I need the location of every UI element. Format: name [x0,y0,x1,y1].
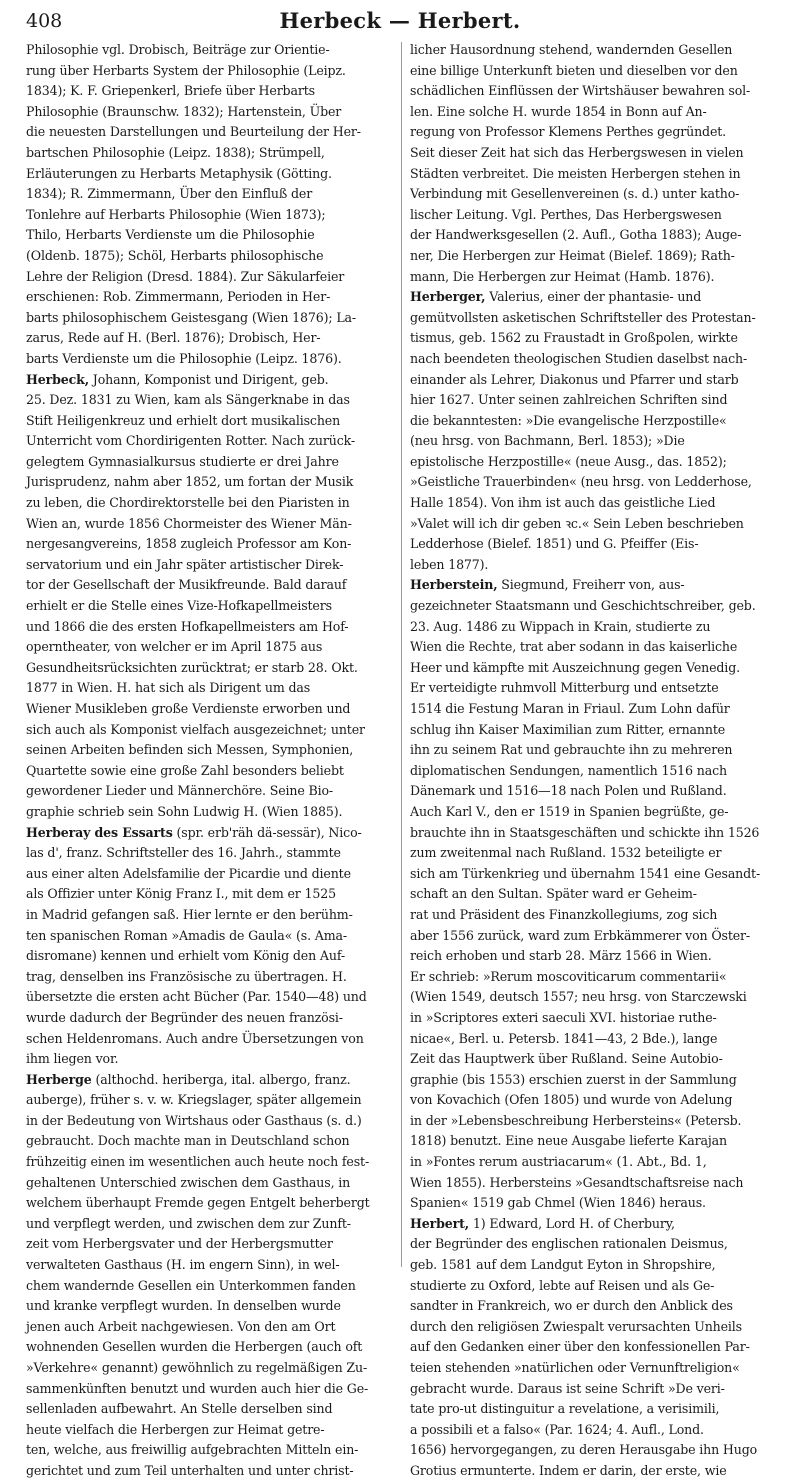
line-text: Halle 1854). Von ihm ist auch das geistliche Lied [410,495,716,511]
text-line [26,184,392,205]
line-text: rung über Herbarts System der Philosophie (Leipz. [26,62,346,78]
line-text: 1834); K. F. Griepenkerl, Briefe über Herbarts [26,83,315,99]
text-line [410,1296,776,1317]
line-text: mann, Die Herbergen zur Heimat (Hamb. 1876). [410,268,715,284]
text-line [26,987,392,1008]
text-line [410,1317,776,1338]
line-text: Thilo, Herbarts Verdienste um die Philosophie [26,227,315,243]
text-line [26,1399,392,1420]
line-text: aus einer alten Adelsfamilie der Picardie und diente [26,865,351,881]
text-line [410,1440,776,1461]
line-text: gelegtem Gymnasialkursus studierte er drei Jahre [26,453,339,469]
text-line [26,802,392,823]
line-text: wurde dadurch der Begründer des neuen französi- [26,1009,343,1025]
line-text: barts philosophischem Geistesgang (Wien 1876); La- [26,309,356,325]
text-line [26,1008,392,1029]
text-line [26,1234,392,1255]
line-text: nicae«, Berl. u. Petersb. 1841—43, 2 Bde.), lange [410,1030,718,1046]
line-text: gerichtet und zum Teil unterhalten und unter christ- [26,1462,354,1478]
text-line [26,1317,392,1338]
line-text: welchem überhaupt Fremde gegen Entgelt beherbergt [26,1195,370,1211]
text-line [410,349,776,370]
line-text: hier 1627. Unter seinen zahlreichen Schriften sind [410,392,728,408]
text-line [410,1399,776,1420]
line-text: Siegmund, Freiherr von, aus- [497,577,685,593]
text-line [410,267,776,288]
text-line [410,122,776,143]
text-line [410,699,776,720]
line-text: trag, denselben ins Französische zu übertragen. H. [26,968,347,984]
text-line [410,1111,776,1132]
line-text: nergesangvereins, 1858 zugleich Professor am Kon- [26,536,352,552]
line-text: epistolische Herzpostille« (neue Ausg., das. 1852); [410,453,727,469]
text-line [410,658,776,679]
text-line [410,102,776,123]
line-text: (Wien 1549, deutsch 1557; neu hrsg. von Starczewski [410,989,747,1005]
text-line [26,1152,392,1173]
left-column [26,40,392,1478]
text-line [410,1070,776,1091]
text-line [410,1379,776,1400]
line-text: nach beendeten theologischen Studien daselbst nach- [410,350,748,366]
line-text: und verpflegt werden, und zwischen dem zur Zunft- [26,1215,351,1231]
page-number: 408 [26,10,63,32]
line-text: sandter in Frankreich, wo er durch den Anblick des [410,1298,733,1314]
text-line [26,843,392,864]
line-text: geb. 1581 auf dem Landgut Eyton in Shropshire, [410,1257,716,1273]
text-line [26,411,392,432]
line-text: frühzeitig einen im wesentlichen auch heute noch fest- [26,1154,370,1170]
text-line [410,781,776,802]
text-line [410,40,776,61]
text-line [26,308,392,329]
line-text: Valerius, einer der phantasie- und [485,289,702,305]
column-divider [401,42,402,1267]
text-line [26,967,392,988]
text-line [410,184,776,205]
text-line [26,720,392,741]
line-text: Auch Karl V., den er 1519 in Spanien begrüßte, ge- [410,803,729,819]
line-text: chem wandernde Gesellen ein Unterkommen fanden [26,1277,356,1293]
text-line [26,1337,392,1358]
text-line [410,370,776,391]
text-line [26,761,392,782]
line-text: Städten verbreitet. Die meisten Herbergen stehen in [410,165,741,181]
line-text: gewordener Lieder und Männerchöre. Seine Bio- [26,783,334,799]
entry-first-line [410,1214,776,1235]
text-line [26,514,392,535]
line-text: erhielt er die Stelle eines Vize-Hofkapellmeisters [26,598,332,614]
text-line [26,81,392,102]
line-text: (althochd. heriberga, ital. albergo, franz. [91,1071,351,1087]
text-line [26,1090,392,1111]
text-line [410,678,776,699]
text-line [26,61,392,82]
text-line [26,740,392,761]
text-line [410,493,776,514]
line-text: und kranke verpflegt wurden. In denselben wurde [26,1298,341,1314]
text-line [26,678,392,699]
text-line [26,246,392,267]
text-line [410,637,776,658]
line-text: verwalteten Gasthaus (H. im engern Sinn), in wel- [26,1257,340,1273]
text-line [26,122,392,143]
text-line [410,1337,776,1358]
text-line [410,205,776,226]
line-text: Verbindung mit Gesellenvereinen (s. d.) unter katho- [410,186,740,202]
line-text: schädlichen Einflüssen der Wirtshäuser bewahren sol- [410,83,751,99]
line-text: tate pro-ut distinguitur a revelatione, a verisimili, [410,1401,720,1417]
text-line [410,225,776,246]
line-text: Wien die Rechte, trat aber sodann in das kaiserliche [410,639,738,655]
line-text: tor der Gesellschaft der Musikfreunde. Bald darauf [26,577,347,593]
text-line [410,308,776,329]
text-line [410,411,776,432]
text-line [410,864,776,885]
line-text: Tonlehre auf Herbarts Philosophie (Wien 1873); [26,206,326,222]
line-text: Zeit das Hauptwerk über Rußland. Seine Autobio- [410,1051,723,1067]
line-text: »Valet will ich dir geben ꝛc.« Sein Leben beschrieben [410,515,744,531]
entry-headword: Herberge [26,1071,92,1087]
text-line [26,472,392,493]
line-text: Unterricht vom Chordirigenten Rotter. Nach zurück- [26,433,355,449]
line-text: auf den Gedanken einer über den konfessionellen Par- [410,1339,750,1355]
line-text: »Geistliche Trauerbinden« (neu hrsg. von Ledderhose, [410,474,752,490]
text-line [26,1111,392,1132]
line-text: bartschen Philosophie (Leipz. 1838); Strümpell, [26,144,325,160]
text-line [410,1461,776,1482]
entry-first-line [410,575,776,596]
line-text: zeit vom Herbergsvater und der Herbergsmutter [26,1236,333,1252]
text-line [410,1358,776,1379]
text-line [26,637,392,658]
text-line [410,1193,776,1214]
text-line [26,205,392,226]
line-text: schlug ihn Kaiser Maximilian zum Ritter, ernannte [410,721,726,737]
line-text: lischer Leitung. Vgl. Perthes, Das Herbergswesen [410,206,722,222]
text-line [410,740,776,761]
line-text: rat und Präsident des Finanzkollegiums, zog sich [410,906,718,922]
line-text: übersetzte die ersten acht Bücher (Par. 1540—48) und [26,989,367,1005]
line-text: len. Eine solche H. wurde 1854 in Bonn auf An- [410,103,707,119]
text-line [410,1173,776,1194]
entry-headword: Herberstein, [410,577,498,593]
text-line [26,287,392,308]
text-line [26,1029,392,1050]
line-text: in der »Lebensbeschreibung Herbersteins« (Petersb. [410,1112,742,1128]
text-line [410,802,776,823]
line-text: die bekanntesten: »Die evangelische Herzpostille« [410,412,727,428]
line-text: Wiener Musikleben große Verdienste erworben und [26,701,351,716]
line-text: heute vielfach die Herbergen zur Heimat getre- [26,1421,325,1437]
line-text: 1877 in Wien. H. hat sich als Dirigent um das [26,680,311,696]
line-text: und 1866 die des ersten Hofkapellmeisters am Hof- [26,618,349,634]
running-head: Herbeck — Herbert. [279,8,521,33]
text-line [26,1420,392,1441]
entry-headword: Herbert, [410,1215,470,1231]
line-text: durch den religiösen Zwiespalt verursachten Unheils [410,1318,742,1334]
text-line [26,328,392,349]
text-line [410,514,776,535]
line-text: operntheater, von welcher er im April 1875 aus [26,639,323,655]
text-line [410,164,776,185]
line-text: las d', franz. Schriftsteller des 16. Jahrh., stammte [26,845,341,861]
line-text: gebracht wurde. Daraus ist seine Schrift »De veri- [410,1380,725,1396]
text-line [26,905,392,926]
text-line [410,1131,776,1152]
line-text: aber 1556 zurück, ward zum Erbkämmerer von Öster- [410,927,751,943]
line-text: als Offizier unter König Franz I., mit dem er 1525 [26,886,336,902]
right-column [410,40,776,1478]
text-line [410,1008,776,1029]
line-text: (spr. erb'räh dä-sessär), Nico- [172,824,362,840]
text-line [410,1090,776,1111]
line-text: Spanien« 1519 gab Chmel (Wien 1846) heraus. [410,1195,706,1211]
line-text: ten spanischen Roman »Amadis de Gaula« (s. Ama- [26,927,348,943]
text-line [410,617,776,638]
text-line [410,452,776,473]
text-line [26,431,392,452]
line-text: sammenkünften benutzt und wurden auch hier die Ge- [26,1380,369,1396]
line-text: gemütvollsten asketischen Schriftsteller des Protestan- [410,309,756,325]
line-text: in »Scriptores exteri saeculi XVI. historiae ruthe- [410,1009,717,1025]
text-line [410,946,776,967]
text-line [410,761,776,782]
text-line [26,225,392,246]
text-line [26,575,392,596]
line-text: 1656) hervorgegangen, zu deren Herausgabe ihn Hugo [410,1442,758,1458]
line-text: der Handwerksgesellen (2. Aufl., Gotha 1883); Auge- [410,227,742,243]
line-text: Stift Heiligenkreuz und erhielt dort musikalischen [26,412,341,428]
page-header [26,8,774,36]
text-line [26,1193,392,1214]
text-line [26,884,392,905]
line-text: Johann, Komponist und Dirigent, geb. [88,371,329,387]
text-line [410,884,776,905]
line-text: gezeichneter Staatsmann und Geschichtschreiber, geb. [410,598,756,614]
entry-headword: Herbeck, [26,371,89,387]
line-text: Lehre der Religion (Dresd. 1884). Zur Säkularfeier [26,268,345,284]
text-line [410,1420,776,1441]
text-line [410,987,776,1008]
line-text: leben 1877). [410,556,489,572]
text-line [410,81,776,102]
line-text: auberge), früher s. v. w. Kriegslager, später allgemein [26,1092,362,1108]
text-line [410,823,776,844]
line-text: einander als Lehrer, Diakonus und Pfarrer und starb [410,371,739,387]
text-line [26,1214,392,1235]
entry-headword: Herberger, [410,289,486,305]
text-line [410,328,776,349]
text-line [410,431,776,452]
line-text: sellenladen aufbewahrt. An Stelle derselben sind [26,1401,333,1417]
text-line [410,596,776,617]
line-text: servatorium und ein Jahr später artistischer Direk- [26,556,344,572]
text-line [26,534,392,555]
text-line [26,1379,392,1400]
text-line [26,349,392,370]
text-line [26,699,392,720]
entry-first-line [410,287,776,308]
text-line [26,1276,392,1297]
line-text: ihm liegen vor. [26,1051,119,1067]
line-text: schaft an den Sultan. Später ward er Geheim- [410,886,697,902]
text-line [26,596,392,617]
text-line [26,452,392,473]
line-text: Philosophie vgl. Drobisch, Beiträge zur Orientie- [26,42,330,57]
line-text: eine billige Unterkunft bieten und dieselben vor den [410,62,738,78]
line-text: zum zweitenmal nach Rußland. 1532 beteiligte er [410,845,722,861]
text-line [410,555,776,576]
text-line [26,1255,392,1276]
line-text: ner, Die Herbergen zur Heimat (Bielef. 1869); Rath- [410,247,735,263]
line-text: zarus, Rede auf H. (Berl. 1876); Drobisch, Her- [26,330,321,346]
line-text: die neuesten Darstellungen und Beurteilung der Her- [26,124,361,140]
line-text: (neu hrsg. von Bachmann, Berl. 1853); »Die [410,433,685,449]
text-line [410,61,776,82]
entry-first-line [26,1070,392,1091]
text-line [410,843,776,864]
text-line [410,967,776,988]
text-line [26,1296,392,1317]
line-text: Wien an, wurde 1856 Chormeister des Wiener Män- [26,515,352,531]
line-text: Er schrieb: »Rerum moscoviticarum commentarii« [410,968,727,984]
text-line [26,658,392,679]
text-line [26,143,392,164]
line-text: graphie (bis 1553) erschien zuerst in der Sammlung [410,1071,737,1087]
text-line [26,1358,392,1379]
line-text: 1818) benutzt. Eine neue Ausgabe lieferte Karajan [410,1133,727,1149]
line-text: wohnenden Gesellen wurden die Herbergen (auch oft [26,1339,363,1355]
line-text: a possibili et a falso« (Par. 1624; 4. Aufl., Lond. [410,1421,704,1437]
text-line [410,472,776,493]
text-line [26,1049,392,1070]
line-text: Grotius ermunterte. Indem er darin, der erste, wie [410,1462,727,1478]
text-line [26,1461,392,1482]
text-line [26,946,392,967]
line-text: der Begründer des englischen rationalen Deismus, [410,1236,728,1252]
line-text: regung von Professor Klemens Perthes gegründet. [410,124,727,140]
line-text: seinen Arbeiten befinden sich Messen, Symphonien, [26,742,354,758]
text-line [26,493,392,514]
line-text: erschienen: Rob. Zimmermann, Perioden in Her- [26,289,331,305]
line-text: jenen auch Arbeit nachgewiesen. Von den am Ort [26,1318,336,1334]
line-text: Dänemark und 1516—18 nach Polen und Rußland. [410,783,727,799]
text-line [26,164,392,185]
line-text: barts Verdienste um die Philosophie (Leipz. 1876). [26,350,342,366]
line-text: studierte zu Oxford, lebte auf Reisen und als Ge- [410,1277,715,1293]
line-text: in der Bedeutung von Wirtshaus oder Gasthaus (s. d.) [26,1112,362,1128]
line-text: Jurisprudenz, nahm aber 1852, um fortan der Musik [26,474,354,490]
text-line [410,1152,776,1173]
line-text: Er verteidigte ruhmvoll Mitterburg und entsetzte [410,680,719,696]
line-text: sich auch als Komponist vielfach ausgezeichnet; unter [26,721,365,737]
line-text: ihn zu seinem Rat und gebrauchte ihn zu mehreren [410,742,733,758]
line-text: Quartette sowie eine große Zahl besonders beliebt [26,762,344,778]
text-line [410,1234,776,1255]
line-text: 1834); R. Zimmermann, Über den Einfluß der [26,186,313,202]
entry-first-line [26,823,392,844]
line-text: Philosophie (Braunschw. 1832); Hartenstein, Über [26,103,342,119]
line-text: gehaltenen Unterschied zwischen dem Gasthaus, in [26,1174,351,1190]
text-line [26,1173,392,1194]
text-line [410,720,776,741]
line-text: 1514 die Festung Maran in Friaul. Zum Lohn dafür [410,701,730,716]
text-line [410,905,776,926]
text-line [410,1255,776,1276]
line-text: brauchte ihn in Staatsgeschäften und schickte ihn 1526 [410,824,760,840]
line-text: schen Heldenromans. Auch andre Übersetzungen von [26,1030,364,1046]
text-line [26,267,392,288]
line-text: 1) Edward, Lord H. of Cherbury, [469,1215,675,1231]
entry-first-line [26,370,392,391]
line-text: Seit dieser Zeit hat sich das Herbergswesen in vielen [410,144,744,160]
line-text: ten, welche, aus freiwillig aufgebrachten Mitteln ein- [26,1442,359,1458]
line-text: Heer und kämpfte mit Auszeichnung gegen Venedig. [410,659,740,675]
text-line [410,246,776,267]
line-text: disromane) kennen und erhielt vom König den Auf- [26,948,346,964]
text-line [410,390,776,411]
text-line [26,102,392,123]
text-line [26,926,392,947]
line-text: 25. Dez. 1831 zu Wien, kam als Sängerknabe in das [26,392,350,408]
text-line [26,1131,392,1152]
line-text: in Madrid gefangen saß. Hier lernte er den berühm- [26,906,353,922]
line-text: licher Hausordnung stehend, wandernden Gesellen [410,42,733,57]
line-text: Gesundheitsrücksichten zurücktrat; er starb 28. Okt. [26,659,358,675]
text-line [410,1049,776,1070]
line-text: diplomatischen Sendungen, namentlich 1516 nach [410,762,727,778]
text-line [410,1276,776,1297]
line-text: in »Fontes rerum austriacarum« (1. Abt., Bd. 1, [410,1154,707,1170]
line-text: Wien 1855). Herbersteins »Gesandtschaftsreise nach [410,1174,744,1190]
text-line [26,1440,392,1461]
line-text: sich am Türkenkrieg und übernahm 1541 eine Gesandt- [410,865,761,881]
text-line [410,143,776,164]
text-line [26,781,392,802]
line-text: graphie schrieb sein Sohn Ludwig H. (Wien 1885). [26,803,343,819]
line-text: 23. Aug. 1486 zu Wippach in Krain, studierte zu [410,618,711,634]
text-line [410,926,776,947]
text-line [26,617,392,638]
line-text: Ledderhose (Bielef. 1851) und G. Pfeiffer (Eis- [410,536,699,552]
entry-headword: Herberay des Essarts [26,824,173,840]
text-line [410,534,776,555]
text-line [410,1029,776,1050]
line-text: reich erhoben und starb 28. März 1566 in Wien. [410,948,712,964]
text-line [26,40,392,61]
text-line [26,864,392,885]
line-text: zu leben, die Chordirektorstelle bei den Piaristen in [26,495,350,511]
line-text: Erläuterungen zu Herbarts Metaphysik (Götting. [26,165,332,181]
line-text: von Kovachich (Ofen 1805) und wurde von Adelung [410,1092,733,1108]
line-text: »Verkehre« genannt) gewöhnlich zu regelmäßigen Zu- [26,1360,368,1375]
line-text: (Oldenb. 1875); Schöl, Herbarts philosophische [26,247,324,263]
line-text: tismus, geb. 1562 zu Fraustadt in Großpolen, wirkte [410,330,738,346]
text-line [26,390,392,411]
text-line [26,555,392,576]
line-text: gebraucht. Doch machte man in Deutschland schon [26,1133,350,1149]
line-text: teien stehenden »natürlichen oder Vernunftreligion« [410,1360,740,1375]
